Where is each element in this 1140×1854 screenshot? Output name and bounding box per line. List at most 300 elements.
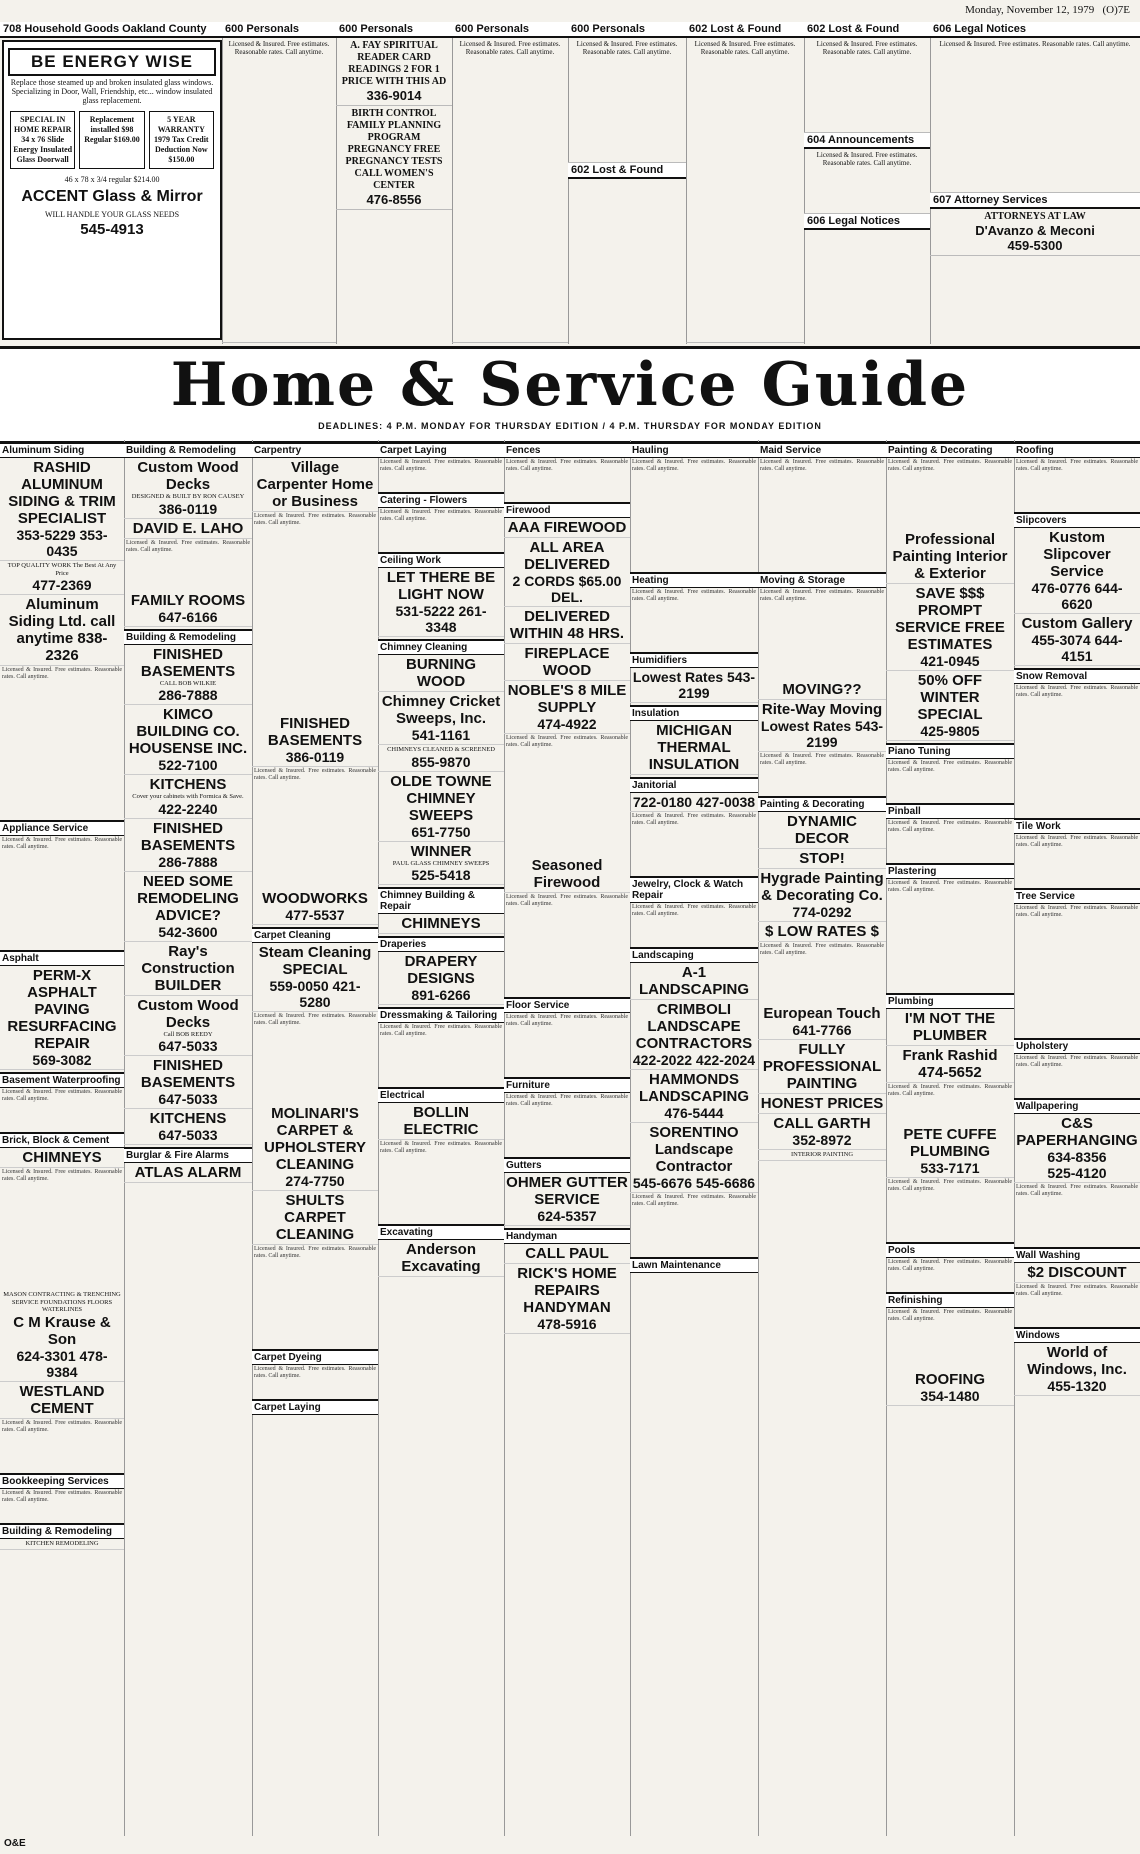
ad xyxy=(252,714,378,767)
ad-phone: 624-5357 xyxy=(537,1208,597,1224)
ad-attorneys xyxy=(930,209,1140,256)
section-header: Refinishing xyxy=(886,1292,1014,1308)
top-col-2 xyxy=(222,22,337,344)
ad-title: Hygrade Painting & Decorating Co. xyxy=(760,870,884,904)
ad-title: HOUSENSE INC. xyxy=(128,740,248,758)
ad-phone: 422-2240 xyxy=(158,800,218,817)
ad-text: A. FAY SPIRITUAL READER CARD READINGS 2 FOR 1 PRICE WITH THIS AD xyxy=(341,40,447,87)
banner-deadlines: DEADLINES: 4 P.M. MONDAY FOR THURSDAY EDITION / 4 P.M. THURSDAY FOR MONDAY EDITION xyxy=(318,421,822,431)
ad xyxy=(252,1191,378,1245)
ad-phone: Lowest Rates 543-2199 xyxy=(632,669,756,701)
ad-phone: 386-0119 xyxy=(285,749,345,765)
listing-text: Licensed & Insured. Free estimates. Reasonable rates. Call anytime. xyxy=(506,735,628,748)
ad xyxy=(378,692,504,745)
section-header: Tile Work xyxy=(1014,818,1140,834)
listing-text: Licensed & Insured. Free estimates. Reasonable rates. Call anytime. xyxy=(1016,685,1138,698)
ad xyxy=(252,889,378,925)
guide-col-1 xyxy=(0,440,125,1836)
ad xyxy=(886,1009,1014,1046)
listing-text: Licensed & Insured. Free estimates. Reasonable rates. Call anytime. xyxy=(506,1014,628,1027)
section-header: Chimney Cleaning xyxy=(378,639,504,655)
ad xyxy=(378,655,504,692)
ad-title: Village Carpenter Home or Business xyxy=(256,459,374,510)
home-service-guide-banner xyxy=(0,346,1140,444)
ad xyxy=(378,914,504,934)
ad xyxy=(0,966,124,1070)
ad-firm: D'Avanzo & Meconi xyxy=(975,223,1095,238)
ad xyxy=(0,595,124,666)
ad-phone: 336-9014 xyxy=(366,88,422,103)
section-header: Chimney Building & Repair xyxy=(378,887,504,914)
energy-phone: 545-4913 xyxy=(80,221,144,238)
ad-title: Frank Rashid 474-5652 xyxy=(902,1047,998,1081)
ad-phone: 774-0292 xyxy=(792,904,852,920)
ad-phone: 647-5033 xyxy=(158,1127,218,1144)
section-header: Floor Service xyxy=(504,997,630,1013)
ad-title: European Touch xyxy=(763,1005,881,1022)
section-header: Bookkeeping Services xyxy=(0,1473,124,1489)
ad-phone: 545-6676 545-6686 xyxy=(632,1175,756,1191)
ad-title: PETE CUFFE PLUMBING xyxy=(903,1126,997,1160)
ad-phone: 569-3082 xyxy=(32,1052,92,1069)
ad-phone: 474-4922 xyxy=(537,716,597,732)
ad-phone: 421-0945 xyxy=(920,653,980,669)
ad xyxy=(758,1004,886,1040)
section-header: 602 Lost & Found xyxy=(804,22,930,38)
listing-text: Licensed & Insured. Free estimates. Reasonable rates. Call anytime. xyxy=(1016,835,1138,848)
ad-text: ATTORNEYS AT LAW xyxy=(984,211,1086,222)
ad-title: LET THERE BE LIGHT NOW xyxy=(386,569,496,603)
section-header: Roofing xyxy=(1014,442,1140,458)
section-header: Slipcovers xyxy=(1014,512,1140,528)
ad-birth-control xyxy=(336,106,452,210)
section-header: Furniture xyxy=(504,1077,630,1093)
ad xyxy=(886,1370,1014,1406)
listing-text: Licensed & Insured. Free estimates. Reasonable rates. Call anytime. xyxy=(1016,459,1138,472)
guide-col-9 xyxy=(1014,440,1140,1836)
ad xyxy=(0,1539,124,1550)
ad-title: FINISHED BASEMENTS xyxy=(140,645,236,680)
ad-title: Seasoned Firewood xyxy=(531,857,603,891)
ad-title: KIMCO BUILDING CO. xyxy=(136,706,240,741)
listing-text: Licensed & Insured. Free estimates. Reasonable rates. Call anytime. xyxy=(888,820,1012,833)
ad xyxy=(758,812,886,849)
ad xyxy=(504,1264,630,1334)
section-header: Plastering xyxy=(886,863,1014,879)
ad-title: CALL PAUL xyxy=(525,1245,609,1262)
ad-title: Ray's Construction BUILDER xyxy=(141,942,235,994)
ad-title: MICHIGAN THERMAL INSULATION xyxy=(648,722,740,773)
listing-text: Licensed & Insured. Free estimates. Reasonable rates. Call anytime. xyxy=(2,1089,122,1103)
section-header: Electrical xyxy=(378,1087,504,1103)
ad-text: BIRTH CONTROL FAMILY PLANNING PROGRAM PREGNANCY FREE PREGNANCY TESTS CALL WOMEN'S CENTER xyxy=(345,108,443,191)
section-header: Plumbing xyxy=(886,993,1014,1009)
listing-text: Licensed & Insured. Free estimates. Reasonable rates. Call anytime. xyxy=(126,539,250,553)
top-col-4 xyxy=(452,22,569,344)
ad-title: OLDE TOWNE CHIMNEY SWEEPS xyxy=(390,772,492,824)
section-header: Brick, Block & Cement xyxy=(0,1132,124,1148)
ad-text: INTERIOR PAINTING xyxy=(790,1151,854,1158)
ad-phone: 559-0050 421-5280 xyxy=(269,978,361,1010)
ad xyxy=(252,1104,378,1191)
ad-title: C M Krause & Son xyxy=(13,1313,111,1348)
ad xyxy=(504,856,630,893)
listing-text: Licensed & Insured. Free estimates. Reasonable rates. Call anytime. xyxy=(632,904,756,917)
ad-phone: 647-5033 xyxy=(158,1091,218,1108)
service-guide-grid xyxy=(0,440,1140,1836)
section-header: Upholstery xyxy=(1014,1038,1140,1054)
ad-title: WOODWORKS xyxy=(262,890,368,907)
guide-col-7 xyxy=(758,440,887,1836)
ad-phone: 522-7100 xyxy=(158,757,218,774)
page-footer: O&E xyxy=(4,1838,26,1849)
ad-title: Custom Gallery xyxy=(1021,615,1133,632)
section-header: Hauling xyxy=(630,442,758,458)
section-header: Wall Washing xyxy=(1014,1247,1140,1263)
ad-title: STOP! xyxy=(799,850,845,867)
listing-text: Licensed & Insured. Free estimates. Reasonable rates. Call anytime. xyxy=(888,880,1012,893)
ad-title: BOLLIN ELECTRIC xyxy=(403,1104,479,1139)
ad-title: OHMER GUTTER SERVICE xyxy=(506,1174,628,1208)
section-header: 602 Lost & Found xyxy=(568,163,686,179)
listing-text: Licensed & Insured. Free estimates. Reasonable rates. Call anytime. xyxy=(254,513,376,526)
listing-text: Licensed & Insured. Free estimates. Reasonable rates. Call anytime. xyxy=(760,753,884,766)
section-header: 600 Personals xyxy=(222,22,336,38)
ad xyxy=(630,1070,758,1123)
ad-title: A-1 LANDSCAPING xyxy=(638,964,749,998)
ad xyxy=(124,458,252,519)
section-header: 606 Legal Notices xyxy=(930,22,1140,38)
ad xyxy=(630,721,758,775)
ad-title: ALL AREA DELIVERED xyxy=(524,539,610,573)
ad-title: DYNAMIC DECOR xyxy=(787,813,857,847)
ad-title: FAMILY ROOMS xyxy=(130,591,246,609)
ad-title: $ LOW RATES $ xyxy=(765,923,879,940)
ad-phone: 634-8356 xyxy=(1047,1149,1107,1165)
ad-phone: 476-5444 xyxy=(664,1105,724,1121)
ad-title: NEED SOME REMODELING ADVICE? xyxy=(137,872,239,924)
section-header: Moving & Storage xyxy=(758,572,886,588)
listing-text: Licensed & Insured. Free estimates. Reasonable rates. Call anytime. xyxy=(380,509,502,522)
classified-ads: Licensed & Insured. Free estimates. Reasonable rates. Call anytime. xyxy=(686,38,804,343)
ad-title: DELIVERED WITHIN 48 HRS. xyxy=(509,608,625,642)
listing-text: Licensed & Insured. Free estimates. Reasonable rates. Call anytime. xyxy=(632,459,756,472)
section-header: Dressmaking & Tailoring xyxy=(378,1007,504,1023)
ad-phone: 352-8972 xyxy=(792,1132,852,1148)
ad xyxy=(758,1094,886,1114)
classified-ads: Licensed & Insured. Free estimates. Reasonable rates. Call anytime. xyxy=(930,38,1140,193)
ad-phone: 525-5418 xyxy=(411,867,471,884)
ad-text: Cover your cabinets with Formica & Save. xyxy=(132,793,244,801)
ad xyxy=(758,680,886,700)
section-header: Pools xyxy=(886,1242,1014,1258)
guide-col-2 xyxy=(124,440,253,1836)
banner-title: Home & Service Guide xyxy=(170,350,970,420)
ad-phone: 354-1480 xyxy=(920,1388,980,1404)
ad xyxy=(886,584,1014,671)
ad-title: CHIMNEYS xyxy=(401,915,481,933)
ad-title: World of Windows, Inc. xyxy=(1027,1344,1127,1378)
listing-text: Licensed & Insured. Free estimates. Reasonable rates. Call anytime. xyxy=(888,1084,1012,1097)
ad-phone: 477-5537 xyxy=(285,907,345,923)
top-col-3 xyxy=(336,22,453,344)
ad-title: NOBLE'S 8 MILE SUPPLY xyxy=(507,682,627,716)
ad xyxy=(124,1056,252,1109)
ad-text: TOP QUALITY WORK The Best At Any Price xyxy=(7,562,117,577)
ad-text: MASON CONTRACTING & TRENCHING SERVICE FOUNDATIONS FLOORS WATERLINES xyxy=(3,1291,121,1314)
listing-text: Licensed & Insured. Free estimates. Reasonable rates. Call anytime. xyxy=(254,1013,376,1026)
ad-phone: 353-5229 353-0435 xyxy=(16,527,108,559)
ad-title: FIREPLACE WOOD xyxy=(524,645,610,679)
ad-phone: 525-4120 xyxy=(1047,1165,1107,1181)
ad xyxy=(124,1109,252,1145)
ad-title: CALL GARTH xyxy=(773,1115,871,1132)
listing-text: Licensed & Insured. Free estimates. Reasonable rates. Call anytime. xyxy=(254,1366,376,1379)
section-header: Janitorial xyxy=(630,777,758,793)
energy-box: Replacement installed $98 Regular $169.00 xyxy=(79,111,144,169)
listing-text: Licensed & Insured. Free estimates. Reasonable rates. Call anytime. xyxy=(1016,905,1138,918)
ad-text: KITCHEN REMODELING xyxy=(25,1539,99,1547)
ad-title: RASHID ALUMINUM SIDING & TRIM SPECIALIST xyxy=(8,459,116,527)
ad-phone: 855-9870 xyxy=(411,753,471,770)
section-header: Asphalt xyxy=(0,950,124,966)
ad-title: Custom Wood Decks xyxy=(137,459,239,493)
listing-text: Licensed & Insured. Free estimates. Reasonable rates. Call anytime. xyxy=(632,813,756,826)
section-header: 600 Personals xyxy=(336,22,452,38)
section-header: Carpet Laying xyxy=(252,1399,378,1415)
ad xyxy=(504,1244,630,1264)
listing-text: Licensed & Insured. Free estimates. Reasonable rates. Call anytime. xyxy=(380,1141,502,1155)
energy-brand: ACCENT Glass & Mirror xyxy=(21,188,203,205)
ad-title: C&S PAPERHANGING xyxy=(1016,1115,1138,1149)
top-col-1 xyxy=(0,22,223,344)
section-header: Appliance Service xyxy=(0,820,124,836)
ad-title: CRIMBOLI LANDSCAPE CONTRACTORS xyxy=(635,1001,753,1052)
ad-phone: 286-7888 xyxy=(158,687,218,704)
listing-text: Licensed & Insured. Free estimates. Reasonable rates. Call anytime. xyxy=(254,1246,376,1259)
section-header: Landscaping xyxy=(630,947,758,963)
listing-text: Licensed & Insured. Free estimates. Reasonable rates. Call anytime. xyxy=(2,1169,122,1183)
listing-text: Licensed & Insured. Free estimates. Reasonable rates. Call anytime. xyxy=(254,768,376,781)
ad xyxy=(124,996,252,1057)
ad-title: Aluminum Siding Ltd. call anytime 838-2326 xyxy=(8,596,116,665)
listing-text: Licensed & Insured. Free estimates. Reasonable rates. Call anytime. xyxy=(888,1309,1012,1322)
ad xyxy=(758,1040,886,1094)
ad-title: KITCHENS xyxy=(149,1110,227,1128)
ad-text: CALL BOB WILKIE xyxy=(159,679,217,687)
ad xyxy=(758,1150,886,1161)
energy-box: SPECIAL IN HOME REPAIR 34 x 76 Slide Energy Insulated Glass Doorwall xyxy=(10,111,75,169)
section-header: Piano Tuning xyxy=(886,743,1014,759)
section-header: Burglar & Fire Alarms xyxy=(124,1147,252,1163)
ad-phone: 647-6166 xyxy=(158,608,218,625)
ad-title: Rite-Way Moving xyxy=(761,701,883,718)
energy-title: BE ENERGY WISE xyxy=(8,48,216,76)
ad-title: DRAPERY DESIGNS xyxy=(404,953,478,988)
section-header: Jewelry, Clock & Watch Repair xyxy=(630,876,758,903)
ad-title: FINISHED BASEMENTS xyxy=(140,1057,236,1092)
listing-text: Licensed & Insured. Free estimates. Reasonable rates. Call anytime. xyxy=(506,894,628,907)
ad xyxy=(124,645,252,706)
listing-text: Licensed & Insured. Free estimates. Reasonable rates. Call anytime. xyxy=(632,1194,756,1207)
ad-phone: 624-3301 478-9384 xyxy=(16,1347,108,1380)
ad xyxy=(378,568,504,637)
energy-text: Replace those steamed up and broken insulated glass windows. Specializing in Door, Wall, Friendship, etc... window insulated glass replacement. xyxy=(10,78,214,105)
ad-phone: 455-1320 xyxy=(1047,1378,1107,1394)
ad xyxy=(886,1046,1014,1083)
guide-col-6 xyxy=(630,440,759,1836)
ad xyxy=(886,530,1014,584)
ad-title: FINISHED BASEMENTS xyxy=(267,715,363,749)
section-header: Catering - Flowers xyxy=(378,492,504,508)
listing-text: Licensed & Insured. Free estimates. Reasonable rates. Call anytime. xyxy=(760,589,884,602)
ad-title: HONEST PRICES xyxy=(760,1095,884,1112)
section-header: 600 Personals xyxy=(568,22,686,38)
ad-phone: 891-6266 xyxy=(411,987,471,1004)
ad-title: I'M NOT THE PLUMBER xyxy=(904,1010,996,1044)
listing-text: Licensed & Insured. Free estimates. Reasonable rates. Call anytime. xyxy=(888,1179,1012,1192)
ad-phone: 455-3074 644-4151 xyxy=(1031,632,1123,664)
ad-title: WINNER xyxy=(410,842,472,860)
ad-phone: 541-1161 xyxy=(411,727,471,743)
ad xyxy=(378,772,504,842)
ad-title: 50% OFF WINTER SPECIAL xyxy=(917,672,983,723)
page-code: (O)7E xyxy=(1102,4,1130,16)
classified-ads: Licensed & Insured. Free estimates. Reasonable rates. Call anytime. xyxy=(222,38,336,343)
ad xyxy=(124,1163,252,1183)
ad-phone: 286-7888 xyxy=(158,853,218,870)
ad-phone: 477-2369 xyxy=(32,577,92,594)
section-header: Draperies xyxy=(378,936,504,952)
section-header: Firewood xyxy=(504,502,630,518)
ad xyxy=(504,681,630,734)
listing-text: Licensed & Insured. Free estimates. Reasonable rates. Call anytime. xyxy=(1016,1055,1138,1068)
listing-text: Licensed & Insured. Free estimates. Reasonable rates. Call anytime. xyxy=(760,459,884,472)
ad xyxy=(0,458,124,561)
ad-title: SAVE $$$ PROMPT SERVICE FREE ESTIMATES xyxy=(895,585,1005,653)
ad-title: PERM-X ASPHALT PAVING RESURFACING REPAIR xyxy=(7,967,117,1053)
section-header: Heating xyxy=(630,572,758,588)
date-text: Monday, November 12, 1979 xyxy=(965,4,1095,16)
section-header: Building & Remodeling xyxy=(124,442,252,458)
listing-text: Licensed & Insured. Free estimates. Reasonable rates. Call anytime. xyxy=(632,589,756,602)
section-header: 606 Legal Notices xyxy=(804,214,930,230)
classified-ads: Licensed & Insured. Free estimates. Reasonable rates. Call anytime. xyxy=(804,38,930,133)
ad xyxy=(630,963,758,1000)
section-header: 607 Attorney Services xyxy=(930,193,1140,209)
ad-phone: 533-7171 xyxy=(920,1160,980,1176)
section-header: Building & Remodeling xyxy=(0,1523,124,1539)
ad-title: AAA FIREWOOD xyxy=(507,519,627,536)
ad-title: BURNING WOOD xyxy=(406,656,476,690)
section-header: Painting & Decorating xyxy=(886,442,1014,458)
top-col-7 xyxy=(804,22,931,344)
ad xyxy=(0,1290,124,1382)
ad-title: HAMMONDS LANDSCAPING xyxy=(638,1071,749,1105)
listing-text: Licensed & Insured. Free estimates. Reasonable rates. Call anytime. xyxy=(2,1489,122,1503)
ad-title: Custom Wood Decks xyxy=(137,996,239,1031)
ad-title: SORENTINO Landscape Contractor xyxy=(649,1124,739,1175)
ad-title: Professional Painting Interior & Exterior xyxy=(892,531,1008,582)
ad xyxy=(124,872,252,942)
guide-col-4 xyxy=(378,440,505,1836)
ad xyxy=(378,952,504,1005)
ad-title: Kustom Slipcover Service xyxy=(1043,529,1111,580)
ad-title: DAVID E. LAHO xyxy=(132,519,244,537)
top-col-8 xyxy=(930,22,1140,344)
ad xyxy=(0,1382,124,1419)
ad-title: CHIMNEYS xyxy=(22,1149,102,1167)
section-header: Carpet Cleaning xyxy=(252,927,378,943)
listing-text: Licensed & Insured. Free estimates. Reasonable rates. Call anytime. xyxy=(380,459,502,472)
ad xyxy=(504,538,630,607)
ad-phone: 722-0180 427-0038 xyxy=(632,794,756,810)
ad-title: FINISHED BASEMENTS xyxy=(140,819,236,854)
ad-phone: 478-5916 xyxy=(537,1316,597,1332)
listing-text: Licensed & Insured. Free estimates. Reasonable rates. Call anytime. xyxy=(2,667,122,681)
ad xyxy=(252,458,378,512)
ad-title: ROOFING xyxy=(915,1371,985,1388)
ad xyxy=(758,1114,886,1150)
ad xyxy=(1014,1343,1140,1396)
ad-title: RICK'S HOME REPAIRS HANDYMAN xyxy=(517,1265,617,1316)
guide-col-5 xyxy=(504,440,631,1836)
ad xyxy=(124,942,252,996)
ad-title: Steam Cleaning SPECIAL xyxy=(258,944,372,978)
section-header: Carpet Laying xyxy=(378,442,504,458)
ad-phone: 641-7766 xyxy=(792,1022,852,1038)
ad-phone: Lowest Rates 543-2199 xyxy=(760,718,884,750)
ad xyxy=(378,1103,504,1140)
ad xyxy=(252,943,378,1012)
classified-ads: Licensed & Insured. Free estimates. Reasonable rates. Call anytime. xyxy=(452,38,568,343)
section-header: 602 Lost & Found xyxy=(686,22,804,38)
ad xyxy=(378,745,504,772)
ad xyxy=(886,671,1014,741)
ad xyxy=(504,1173,630,1226)
ad xyxy=(124,775,252,819)
ad-title: WESTLAND CEMENT xyxy=(19,1382,105,1417)
ad xyxy=(0,1148,124,1168)
section-header: Gutters xyxy=(504,1157,630,1173)
ad xyxy=(0,561,124,595)
ad-title: SHULTS CARPET CLEANING xyxy=(275,1192,355,1243)
ad-phone: 476-0776 644-6620 xyxy=(1031,580,1123,612)
ad-text: Call BOB REEDY xyxy=(163,1030,213,1038)
listing-text: Licensed & Insured. Free estimates. Reasonable rates. Call anytime. xyxy=(380,1024,502,1038)
guide-col-8 xyxy=(886,440,1015,1836)
ad xyxy=(630,793,758,812)
classified-ads: Licensed & Insured. Free estimates. Reasonable rates. Call anytime. xyxy=(568,38,686,163)
listing-text: Licensed & Insured. Free estimates. Reasonable rates. Call anytime. xyxy=(1016,1184,1138,1197)
listing-text: Licensed & Insured. Free estimates. Reasonable rates. Call anytime. xyxy=(506,1094,628,1107)
ad-title: Chimney Cricket Sweeps, Inc. xyxy=(381,693,501,727)
section-header: Humidifiers xyxy=(630,652,758,668)
ad-text: PAUL GLASS CHIMNEY SWEEPS xyxy=(392,859,490,867)
section-header: Building & Remodeling xyxy=(124,629,252,645)
ad xyxy=(1014,1263,1140,1283)
section-header: Carpentry xyxy=(252,442,378,458)
ad xyxy=(124,519,252,539)
ad xyxy=(378,1240,504,1277)
section-header: Aluminum Siding xyxy=(0,442,124,458)
ad xyxy=(378,842,504,886)
ad xyxy=(504,607,630,644)
section-header: 708 Household Goods Oakland County xyxy=(0,22,222,38)
section-header: Windows xyxy=(1014,1327,1140,1343)
ad-title: Anderson Excavating xyxy=(401,1241,481,1276)
section-header: Snow Removal xyxy=(1014,668,1140,684)
